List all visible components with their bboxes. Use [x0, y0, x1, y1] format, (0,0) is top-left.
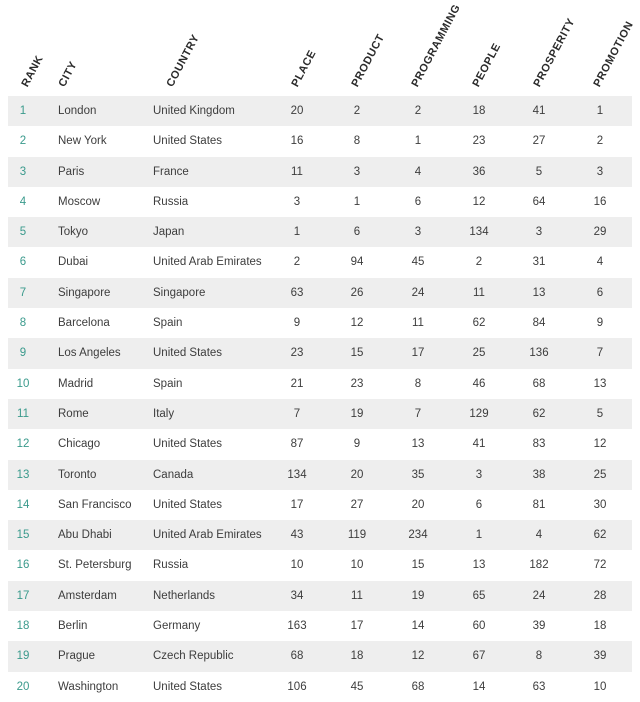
product-cell: 2: [353, 105, 361, 117]
programming-cell: 14: [411, 620, 425, 633]
table-row: [8, 126, 632, 156]
country-cell: United Kingdom: [153, 105, 235, 117]
people-cell: 62: [472, 317, 486, 330]
place-cell: 87: [290, 438, 304, 451]
place-cell: 2: [293, 256, 301, 269]
promotion-cell: 12: [593, 438, 607, 451]
rank-cell: 5: [19, 226, 27, 239]
country-cell: United States: [153, 680, 223, 693]
table-row: [8, 308, 632, 338]
promotion-cell: 1: [596, 105, 604, 117]
prosperity-cell: 68: [532, 377, 546, 390]
programming-cell: 19: [411, 589, 425, 602]
header-people: PEOPLE: [470, 41, 504, 89]
rank-cell: 7: [19, 286, 27, 299]
place-cell: 11: [291, 165, 303, 178]
place-cell: 63: [290, 286, 304, 299]
place-cell: 23: [290, 347, 304, 360]
place-cell: 3: [293, 195, 301, 208]
people-cell: 14: [472, 680, 486, 693]
rank-cell: 11: [17, 407, 29, 420]
country-cell: United States: [153, 135, 223, 148]
table-row: [8, 520, 632, 550]
place-cell: 10: [290, 559, 304, 572]
country-cell: United States: [153, 438, 223, 451]
header-product: PRODUCT: [349, 32, 388, 89]
country-cell: Italy: [153, 407, 175, 420]
city-cell: Washington: [58, 680, 119, 693]
product-cell: 15: [350, 347, 364, 360]
rank-cell: 17: [16, 589, 30, 602]
promotion-cell: 2: [596, 135, 604, 148]
programming-cell: 8: [414, 377, 422, 390]
country-cell: Russia: [153, 195, 189, 208]
product-cell: 8: [353, 135, 361, 148]
people-cell: 23: [472, 135, 486, 148]
product-cell: 27: [350, 498, 364, 511]
promotion-cell: 25: [593, 468, 607, 481]
table-row: [8, 641, 632, 671]
city-cell: Rome: [58, 407, 89, 420]
promotion-cell: 72: [593, 559, 607, 572]
promotion-cell: 10: [593, 680, 607, 693]
place-cell: 21: [290, 377, 304, 390]
product-cell: 11: [351, 589, 363, 602]
promotion-cell: 28: [593, 589, 607, 602]
city-cell: St. Petersburg: [58, 559, 132, 572]
programming-cell: 24: [411, 286, 425, 299]
city-cell: Barcelona: [58, 317, 110, 330]
table-row: [8, 429, 632, 459]
city-cell: Prague: [58, 650, 96, 663]
table-row: [8, 460, 632, 490]
product-cell: 12: [350, 317, 364, 330]
country-cell: Spain: [153, 377, 183, 390]
header-city: CITY: [56, 59, 80, 89]
programming-cell: 6: [414, 195, 422, 208]
programming-cell: 1: [414, 135, 422, 148]
place-cell: 9: [293, 317, 301, 330]
promotion-cell: 62: [593, 529, 607, 542]
prosperity-cell: 24: [532, 589, 546, 602]
product-cell: 17: [350, 620, 364, 633]
people-cell: 67: [472, 650, 486, 663]
table-row: [8, 157, 632, 187]
place-cell: 134: [287, 468, 307, 481]
product-cell: 1: [353, 195, 361, 208]
city-cell: Paris: [58, 165, 85, 178]
place-cell: 68: [290, 650, 304, 663]
people-cell: 6: [475, 498, 483, 511]
prosperity-cell: 39: [532, 620, 546, 633]
promotion-cell: 29: [593, 226, 607, 239]
country-cell: United States: [153, 347, 223, 360]
rank-cell: 18: [16, 620, 30, 633]
header-promotion: PROMOTION: [591, 19, 636, 89]
people-cell: 1: [475, 529, 483, 542]
place-cell: 43: [290, 529, 304, 542]
city-cell: New York: [58, 135, 107, 148]
people-cell: 60: [472, 620, 486, 633]
people-cell: 12: [472, 195, 486, 208]
city-cell: Amsterdam: [58, 589, 117, 602]
people-cell: 134: [469, 226, 489, 239]
product-cell: 45: [350, 680, 364, 693]
table-row: [8, 247, 632, 277]
rank-cell: 1: [19, 105, 27, 117]
table-row: [8, 278, 632, 308]
header-country: COUNTRY: [164, 32, 202, 89]
prosperity-cell: 182: [529, 559, 549, 572]
city-cell: Berlin: [58, 620, 88, 633]
place-cell: 163: [287, 620, 307, 633]
prosperity-cell: 81: [532, 498, 546, 511]
promotion-cell: 18: [593, 620, 607, 633]
promotion-cell: 16: [593, 195, 607, 208]
programming-cell: 3: [414, 226, 422, 239]
table-row: [8, 399, 632, 429]
prosperity-cell: 83: [532, 438, 546, 451]
product-cell: 20: [350, 468, 364, 481]
place-cell: 1: [293, 226, 301, 239]
table-row: [8, 611, 632, 641]
product-cell: 10: [350, 559, 364, 572]
header-rank: RANK: [19, 53, 46, 89]
place-cell: 20: [290, 105, 304, 117]
product-cell: 19: [350, 407, 364, 420]
rank-cell: 4: [19, 195, 27, 208]
city-cell: Tokyo: [58, 226, 89, 239]
table-row: [8, 217, 632, 247]
promotion-cell: 39: [593, 650, 607, 663]
programming-cell: 68: [411, 680, 425, 693]
rank-cell: 8: [19, 317, 27, 330]
programming-cell: 15: [411, 559, 425, 572]
city-cell: Chicago: [58, 438, 101, 451]
rank-cell: 19: [16, 650, 30, 663]
city-cell: San Francisco: [58, 498, 132, 511]
rank-cell: 12: [16, 438, 30, 451]
rank-cell: 16: [16, 559, 30, 572]
promotion-cell: 13: [593, 377, 607, 390]
place-cell: 16: [290, 135, 304, 148]
prosperity-cell: 13: [532, 286, 546, 299]
country-cell: Singapore: [153, 286, 206, 299]
country-cell: United Arab Emirates: [153, 529, 262, 542]
programming-cell: 7: [414, 407, 422, 420]
place-cell: 34: [290, 589, 304, 602]
rank-cell: 9: [19, 347, 27, 360]
product-cell: 26: [350, 286, 364, 299]
rank-cell: 20: [16, 680, 30, 693]
place-cell: 106: [287, 680, 307, 693]
table-row: [8, 369, 632, 399]
country-cell: Canada: [153, 468, 194, 481]
people-cell: 41: [472, 438, 486, 451]
country-cell: Czech Republic: [153, 650, 234, 663]
city-cell: Moscow: [58, 195, 101, 208]
table-row: [8, 672, 632, 702]
programming-cell: 12: [411, 650, 425, 663]
country-cell: Spain: [153, 317, 183, 330]
people-cell: 2: [475, 256, 483, 269]
city-cell: Los Angeles: [58, 347, 121, 360]
place-cell: 7: [293, 407, 301, 420]
programming-cell: 20: [411, 498, 425, 511]
promotion-cell: 9: [596, 317, 604, 330]
rank-cell: 14: [16, 498, 30, 511]
rank-cell: 6: [19, 256, 27, 269]
country-cell: United Arab Emirates: [153, 256, 262, 269]
country-cell: Germany: [153, 620, 201, 633]
place-cell: 17: [290, 498, 304, 511]
promotion-cell: 3: [596, 165, 604, 178]
programming-cell: 11: [412, 317, 424, 330]
country-cell: United States: [153, 498, 223, 511]
programming-cell: 17: [411, 347, 425, 360]
prosperity-cell: 4: [535, 529, 543, 542]
product-cell: 23: [350, 377, 364, 390]
prosperity-cell: 64: [532, 195, 546, 208]
people-cell: 36: [472, 165, 486, 178]
table-header: [0, 0, 640, 95]
table-row: [8, 581, 632, 611]
people-cell: 129: [469, 407, 489, 420]
table-row: [8, 338, 632, 368]
promotion-cell: 30: [593, 498, 607, 511]
prosperity-cell: 3: [535, 226, 543, 239]
city-cell: Abu Dhabi: [58, 529, 112, 542]
programming-cell: 35: [411, 468, 425, 481]
prosperity-cell: 136: [529, 347, 549, 360]
product-cell: 94: [350, 256, 364, 269]
city-cell: Singapore: [58, 286, 111, 299]
product-cell: 119: [347, 529, 367, 542]
promotion-cell: 5: [596, 407, 604, 420]
rank-cell: 3: [19, 165, 27, 178]
rank-cell: 15: [16, 529, 30, 542]
prosperity-cell: 8: [535, 650, 543, 663]
product-cell: 6: [353, 226, 361, 239]
people-cell: 46: [472, 377, 486, 390]
people-cell: 3: [475, 468, 483, 481]
table-row: [8, 187, 632, 217]
city-cell: London: [58, 105, 97, 117]
country-cell: Japan: [153, 226, 185, 239]
programming-cell: 4: [414, 165, 422, 178]
rank-cell: 13: [16, 468, 30, 481]
prosperity-cell: 84: [532, 317, 546, 330]
city-cell: Toronto: [58, 468, 97, 481]
rank-cell: 2: [19, 135, 27, 148]
table-row: [8, 96, 632, 126]
prosperity-cell: 38: [532, 468, 546, 481]
programming-cell: 234: [408, 529, 428, 542]
product-cell: 9: [353, 438, 361, 451]
country-cell: Russia: [153, 559, 189, 572]
prosperity-cell: 41: [532, 105, 546, 117]
promotion-cell: 4: [596, 256, 604, 269]
prosperity-cell: 27: [532, 135, 546, 148]
prosperity-cell: 31: [532, 256, 546, 269]
people-cell: 13: [472, 559, 486, 572]
people-cell: 65: [472, 589, 486, 602]
country-cell: Netherlands: [153, 589, 216, 602]
header-place: PLACE: [289, 48, 319, 89]
prosperity-cell: 5: [535, 165, 543, 178]
programming-cell: 45: [411, 256, 425, 269]
city-cell: Madrid: [58, 377, 94, 390]
promotion-cell: 6: [596, 286, 604, 299]
rank-cell: 10: [16, 377, 30, 390]
header-prosperity: PROSPERITY: [531, 16, 578, 89]
prosperity-cell: 62: [532, 407, 546, 420]
product-cell: 3: [353, 165, 361, 178]
people-cell: 18: [472, 105, 486, 117]
prosperity-cell: 63: [532, 680, 546, 693]
table-row: [8, 490, 632, 520]
header-programming: PROGRAMMING: [409, 2, 464, 89]
table-row: [8, 550, 632, 580]
country-cell: France: [153, 165, 189, 178]
programming-cell: 2: [414, 105, 422, 117]
programming-cell: 13: [411, 438, 425, 451]
table-body: [8, 96, 632, 702]
city-cell: Dubai: [58, 256, 89, 269]
product-cell: 18: [350, 650, 364, 663]
people-cell: 25: [472, 347, 486, 360]
promotion-cell: 7: [596, 347, 604, 360]
people-cell: 11: [473, 286, 485, 299]
